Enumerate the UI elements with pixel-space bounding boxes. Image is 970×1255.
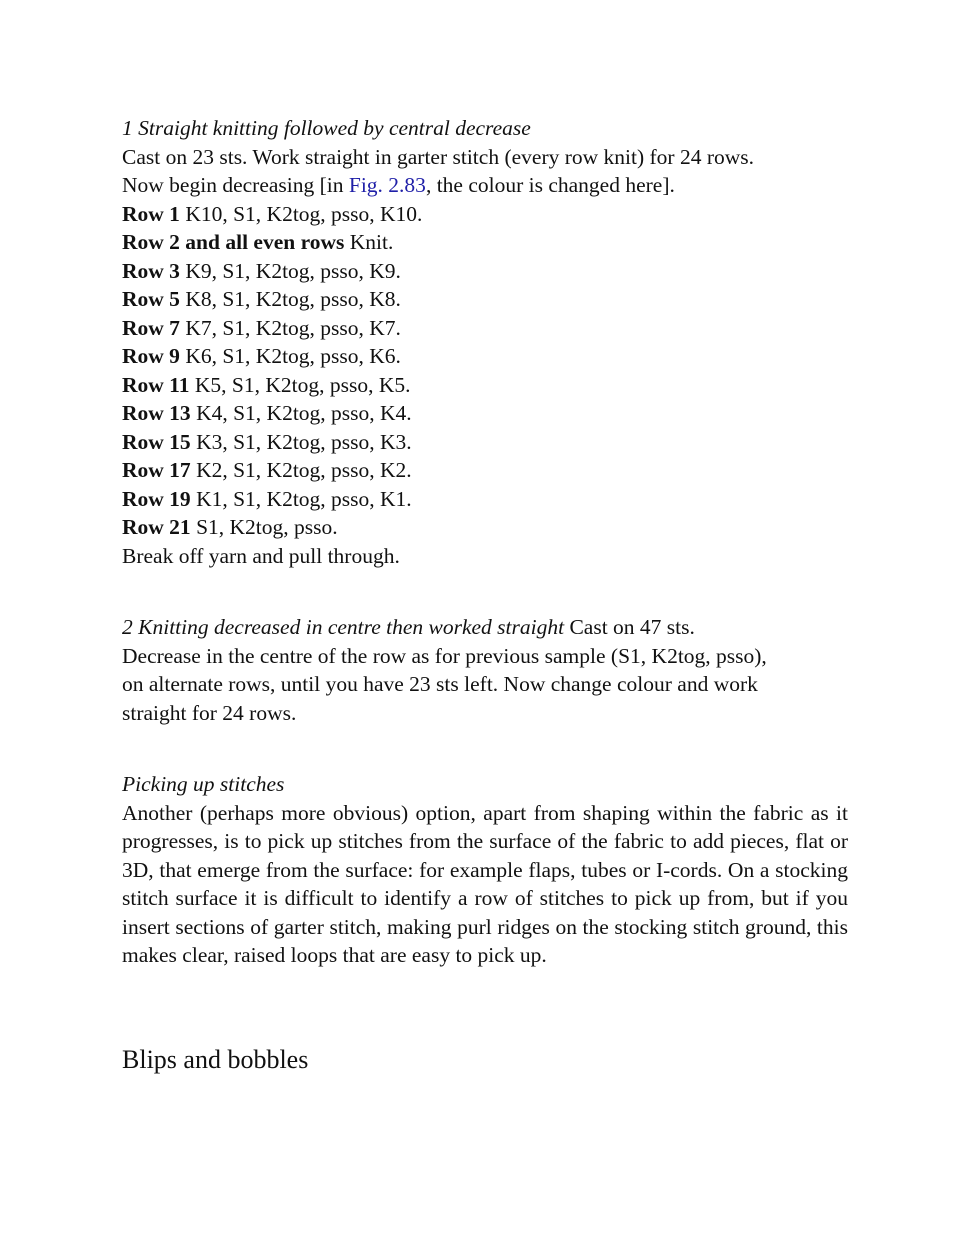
row-text: K2, S1, K2tog, psso, K2. [190, 458, 412, 482]
row-text: K9, S1, K2tog, psso, K9. [179, 258, 401, 283]
row-label: Row 9 [122, 344, 180, 368]
paragraph-spacer [122, 727, 848, 770]
text-run: , the colour is changed here]. [425, 173, 675, 197]
section-title: Picking up stitches [122, 772, 285, 796]
row-label: Row 21 [122, 515, 191, 539]
section-straight-knitting [122, 114, 848, 570]
row-instruction [122, 285, 848, 314]
row-text: K4, S1, K2tog, psso, K4. [190, 401, 412, 425]
row-label: Row 15 [122, 429, 191, 454]
row-label: Row 2 and all even rows [122, 230, 345, 254]
row-label: Row 13 [122, 401, 191, 425]
paragraph-line: Decrease in the centre of the row as for previous sample (S1, K2tog, psso), [122, 643, 767, 668]
row-instruction [122, 485, 848, 514]
paragraph-line [122, 613, 848, 642]
row-instruction [122, 257, 848, 286]
row-text: K3, S1, K2tog, psso, K3. [190, 429, 412, 454]
row-instruction [122, 314, 848, 343]
text-run: Cast on 47 sts. [564, 615, 695, 639]
row-instruction [122, 342, 848, 371]
row-text: K10, S1, K2tog, psso, K10. [179, 201, 423, 226]
section-heading: Blips and bobbles [122, 1045, 309, 1074]
section-picking-up-stitches [122, 770, 848, 970]
row-text: K8, S1, K2tog, psso, K8. [179, 287, 401, 311]
row-text: K5, S1, K2tog, psso, K5. [189, 372, 411, 397]
paragraph-line [122, 171, 848, 200]
row-text: K1, S1, K2tog, psso, K1. [190, 486, 412, 511]
row-text: S1, K2tog, psso. [190, 515, 338, 539]
row-text: K6, S1, K2tog, psso, K6. [179, 344, 401, 368]
paragraph-body: Another (perhaps more obvious) option, apart from shaping within the fabric as it progresses, is to pick up stitches from the surface of the fabric to add pieces, flat or 3D, that emerge from the surface: for example flaps, tubes or I-cords. On a stocking stitch surface it is difficult to identify a row of stitches to pick up from, but if you insert sections of garter stitch, making purl ridges on the stocking stitch ground, this makes clear, raised loops that are easy to pick up. [122, 800, 848, 967]
row-instruction [122, 200, 848, 229]
row-label: Row 1 [122, 201, 180, 226]
paragraph-line: Cast on 23 sts. Work straight in garter stitch (every row knit) for 24 rows. [122, 144, 755, 169]
row-label: Row 5 [122, 287, 180, 311]
row-label: Row 19 [122, 486, 191, 511]
row-label: Row 17 [122, 458, 191, 482]
row-text: Knit. [344, 230, 394, 254]
paragraph-line: on alternate rows, until you have 23 sts left. Now change colour and work [122, 672, 758, 696]
row-instruction [122, 399, 848, 428]
row-instruction [122, 513, 848, 542]
row-instruction [122, 228, 848, 257]
paragraph-spacer [122, 570, 848, 613]
row-instructions [122, 200, 848, 542]
row-label: Row 3 [122, 258, 180, 283]
row-instruction [122, 428, 848, 457]
section-decreased-centre [122, 613, 848, 727]
text-run: Now begin decreasing [in [122, 173, 349, 197]
row-instruction [122, 456, 848, 485]
row-label: Row 7 [122, 315, 180, 340]
closing-instruction: Break off yarn and pull through. [122, 543, 400, 568]
row-instruction [122, 371, 848, 400]
row-text: K7, S1, K2tog, psso, K7. [179, 315, 401, 340]
figure-link[interactable]: Fig. 2.83 [348, 173, 426, 197]
paragraph-line: straight for 24 rows. [122, 700, 297, 725]
document-page [122, 114, 848, 970]
row-label: Row 11 [122, 372, 190, 397]
section-title: 2 Knitting decreased in centre then worked straight [122, 615, 565, 639]
section-title: 1 Straight knitting followed by central decrease [122, 116, 531, 140]
